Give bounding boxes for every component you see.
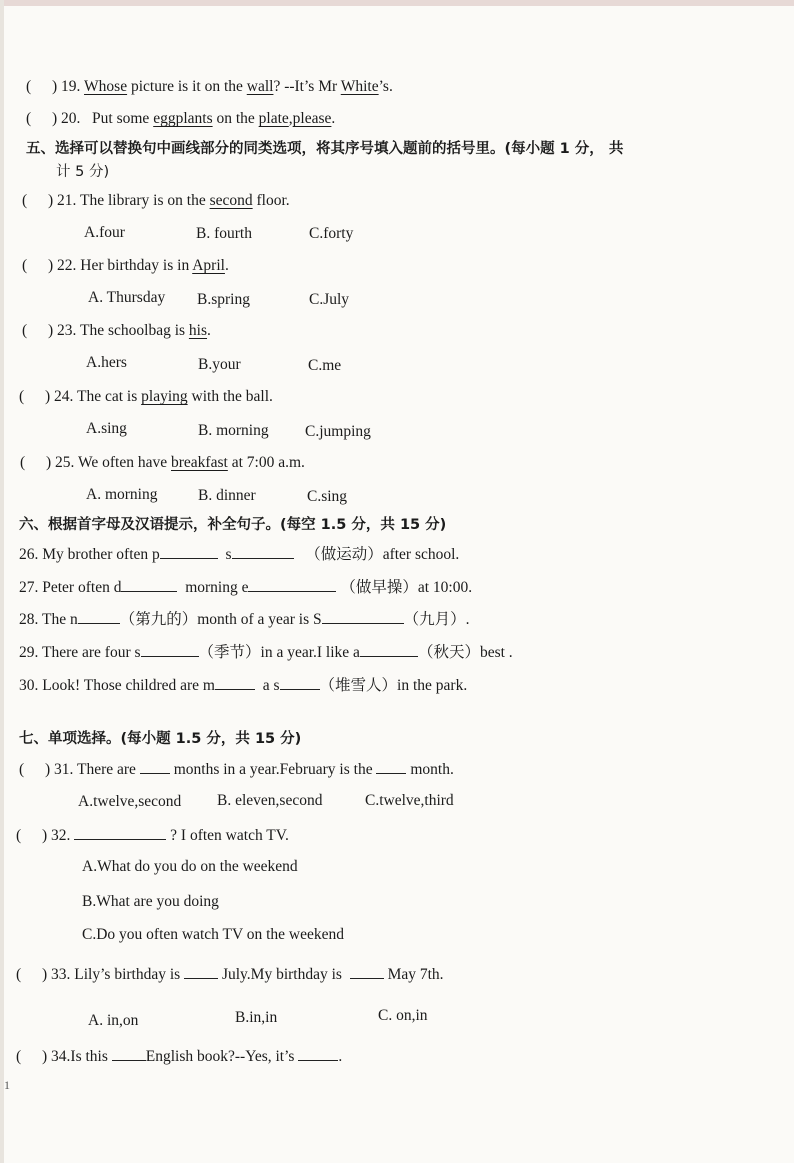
- question-19: ( ) 19. Whose picture is it on the wall? --It’s Mr White’s.: [26, 78, 393, 95]
- section-5-title-cont: 计 5 分): [56, 164, 110, 180]
- answer-blank[interactable]: [112, 1046, 146, 1061]
- q33-option-c: C. on,in: [378, 1007, 428, 1024]
- q23-option-c: C.me: [308, 357, 342, 374]
- q25-option-b: B. dinner: [198, 487, 256, 504]
- scan-top-edge: [0, 0, 794, 6]
- q21-option-c: C.forty: [309, 225, 354, 242]
- q24-option-a: A.sing: [86, 420, 127, 437]
- q31-option-c: C.twelve,third: [365, 792, 454, 809]
- q32-option-b: B.What are you doing: [82, 893, 219, 910]
- answer-blank[interactable]: [248, 577, 336, 592]
- q31-option-a: A.twelve,second: [78, 793, 182, 810]
- q21-option-b: B. fourth: [196, 225, 252, 242]
- q22-option-b: B.spring: [197, 291, 250, 308]
- question-24: ( ) 24. The cat is playing with the ball.: [19, 388, 273, 405]
- answer-blank[interactable]: [184, 964, 218, 979]
- answer-blank[interactable]: [376, 759, 406, 774]
- question-32: ( ) 32. ? I often watch TV.: [16, 827, 289, 844]
- q33-option-a: A. in,on: [88, 1012, 139, 1029]
- answer-blank[interactable]: [140, 759, 170, 774]
- q25-option-c: C.sing: [307, 488, 348, 505]
- answer-blank[interactable]: [74, 825, 166, 840]
- question-28: 28. The n （第九的）month of a year is S （九月）.: [19, 611, 470, 628]
- answer-blank[interactable]: [160, 544, 218, 559]
- answer-blank[interactable]: [78, 609, 120, 624]
- question-34: ( ) 34.Is this English book?--Yes, it’s .: [16, 1048, 343, 1065]
- question-29: 29. There are four s （季节）in a year.I like a （秋天）best .: [19, 644, 513, 661]
- answer-blank[interactable]: [121, 577, 177, 592]
- q32-option-c: C.Do you often watch TV on the weekend: [82, 926, 345, 943]
- answer-blank[interactable]: [322, 609, 404, 624]
- answer-blank[interactable]: [298, 1046, 338, 1061]
- question-31: ( ) 31. There are months in a year.February is the month.: [19, 761, 454, 778]
- answer-blank[interactable]: [280, 675, 320, 690]
- q21-option-a: A.four: [84, 224, 125, 241]
- scan-left-edge: [0, 0, 4, 1163]
- answer-blank[interactable]: [141, 642, 199, 657]
- q24-option-b: B. morning: [198, 422, 269, 439]
- q32-option-a: A.What do you do on the weekend: [82, 858, 298, 875]
- q31-option-b: B. eleven,second: [217, 792, 323, 809]
- page-edge-mark: 1: [4, 1078, 10, 1092]
- answer-blank[interactable]: [215, 675, 255, 690]
- q22-option-a: A. Thursday: [88, 289, 166, 306]
- section-7-title: 七、单项选择。(每小题 1.5 分，共 15 分): [19, 731, 302, 747]
- answer-blank[interactable]: [360, 642, 418, 657]
- question-23: ( ) 23. The schoolbag is his.: [22, 322, 211, 339]
- question-21: ( ) 21. The library is on the second floor.: [22, 192, 290, 209]
- q33-option-b: B.in,in: [235, 1009, 278, 1026]
- q23-option-a: A.hers: [86, 354, 127, 371]
- q22-option-c: C.July: [309, 291, 350, 308]
- question-25: ( ) 25. We often have breakfast at 7:00 a.m.: [20, 454, 305, 471]
- question-27: 27. Peter often d morning e （做早操）at 10:00.: [19, 579, 473, 596]
- q24-option-c: C.jumping: [305, 423, 371, 440]
- section-6-title: 六、根据首字母及汉语提示，补全句子。(每空 1.5 分，共 15 分): [19, 517, 447, 533]
- question-22: ( ) 22. Her birthday is in April.: [22, 257, 229, 274]
- answer-blank[interactable]: [350, 964, 384, 979]
- question-26: 26. My brother often p s （做运动）after school.: [19, 546, 460, 563]
- section-5-title: 五、选择可以替换句中画线部分的同类选项，将其序号填入题前的括号里。(每小题 1 分， 共: [26, 141, 624, 157]
- question-30: 30. Look! Those childred are m a s （堆雪人）in the park.: [19, 677, 468, 694]
- question-33: ( ) 33. Lily’s birthday is July.My birthday is May 7th.: [16, 966, 444, 983]
- answer-blank[interactable]: [232, 544, 294, 559]
- q25-option-a: A. morning: [86, 486, 158, 503]
- q23-option-b: B.your: [198, 356, 241, 373]
- question-20: ( ) 20. Put some eggplants on the plate,please.: [26, 110, 336, 127]
